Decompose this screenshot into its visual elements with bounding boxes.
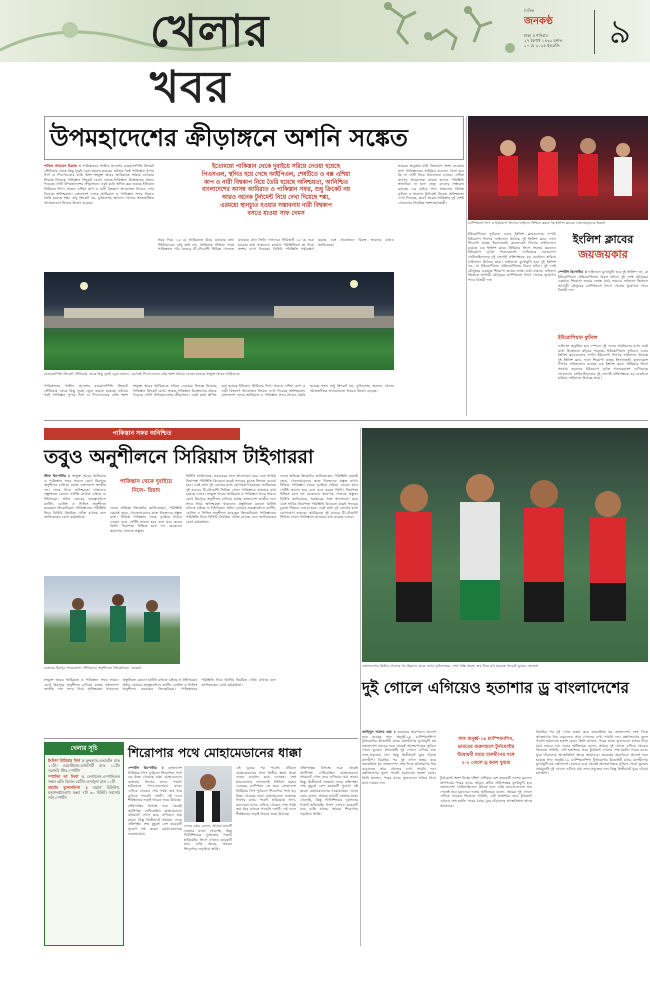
column-rule-1 bbox=[466, 116, 467, 416]
mohammedan-column-1b bbox=[128, 804, 182, 946]
english-club-headline-line2: জয়জয়কার bbox=[578, 248, 628, 261]
english-club-body-more: ইউরোপিয়ান ফুটবলে এবার ইংলিশ ক্লাবগুলোর দাপট। ইউরোপা লিগের ফাইনালে উঠেছে দুই ইংলিশ ক্লাব, ফলে শিরোপা যাচ্ছে ইংল্যান্ডেই। কনফারেন্স লিগের ফাইনালেও রয়েছে এক ইংলিশ ক্লাব। প্রিমিয়ার লিগে সংগ্রাম করলেও ইউরোপে দুর্দান্ত পারফরম্যান্স দেখিয়েছে দলগুলো। সেমিফাইনালের দুই লেগেই প্রতিপক্ষকে বড় ব্যবধানে হারিয়ে ফাইনালে উঠেছে তারা। bbox=[558, 348, 648, 381]
schedule-title: খেলার সূচি bbox=[45, 743, 123, 755]
footballers-celebrating-icon bbox=[362, 428, 648, 662]
footballer-portrait-icon bbox=[184, 766, 232, 822]
lead-body: পাকিস্তানের পাঞ্জাব প্রদেশের রাওয়ালপিন্ডি ক্রিকেট স্টেডিয়াম থেকে কিছু দূরেই ড্রোন হামলা হয়েছে। ঘটনার পরই পাকিস্তান সুপার লিগ বা পিএসএলের বাকি অংশ সংযুক্ত আরব আমিরাতে সরিয়ে নেওয়ার সিদ্ধান্ত নিয়েছে পাকিস্তান ক্রিকেট বোর্ড। ভারত-পাকিস্তান উত্তেজনার প্রভাব পড়েছে গোটা উপমহাদেশের ক্রীড়াঙ্গনে। এরই মধ্যে স্থগিত করা হয়েছে ইন্ডিয়ান প্রিমিয়ার লিগ। সামনে এশিয়া কাপ ও নারী বিশ্বকাপ আয়োজন নিয়েও দেখা দিয়েছে অনিশ্চয়তা। বাংলাদেশ দলের আমিরাত ও পাকিস্তান সফর নিয়েও তৈরি হয়েছে শঙ্কা। শুধু ক্রিকেট নয়, ফুটবলসহ অন্যান্য খেলার আন্তর্জাতিক আসরগুলো নিয়েও উদ্বেগ বাড়ছে। bbox=[44, 164, 154, 205]
mohammedan-headline: শিরোপার পথে মোহামেডানের ধাক্কা bbox=[128, 745, 302, 760]
english-club-headline-line1: ইংলিশ ক্লাবের bbox=[572, 233, 634, 246]
english-club-body-3: ফাইনাল অনুষ্ঠিত হবে স্পেনে। দুই দলের সমর্থকদের মধ্যে এরই মধ্যে উত্তেজনা ছড়িয়ে পড়েছে। bbox=[558, 344, 648, 353]
tigers-body-5: বিসিবি জানিয়েছে, সরকারের সঙ্গে আলোচনা করে এবং সার্বিক নিরাপত্তা পরিস্থিতি বিবেচনা করেই সফরের চূড়ান্ত সিদ্ধান্ত নেওয়া হবে। এরই মধ্যে দুই বোর্ডের মধ্যে যোগাযোগ হয়েছে। আমিরাতে দুই ম্যাচের টি-টোয়েন্টি সিরিজ খেলে পাকিস্তানে যাওয়ার কথা রয়েছে দলের। bbox=[280, 496, 358, 520]
schedule-item-1-detail: ফুলহ্যাম-এভারটন রাত ১১টা। ওয়েস্টহ্যাম-ম্যানসিটি রাত ১১টা। সরাসরি স্টার স্পোর্টস bbox=[48, 758, 120, 773]
lead-deck bbox=[158, 164, 394, 236]
tigers-body-3: বিসিবি জানিয়েছে, সরকারের সঙ্গে আলোচনা করে এবং সার্বিক নিরাপত্তা পরিস্থিতি বিবেচনা করেই সফরের চূড়ান্ত সিদ্ধান্ত নেওয়া হবে। এরই মধ্যে দুই বোর্ডের মধ্যে যোগাযোগ হয়েছে। আমিরাতে দুই ম্যাচের টি-টোয়েন্টি সিরিজ খেলে পাকিস্তানে যাওয়ার কথা রয়েছে দলের। bbox=[186, 474, 276, 497]
mohammedan-body-5: বাংলাদেশ প্রিমিয়ার লিগ ফুটবলে শিরোপার পথে বড় ধাক্কা খেয়েছে ঢাকা মোহামেডান। শুক্রবার লিগের ম্যাচে পয়েন্ট হারিয়েছে সাদা-কালোরা। ম্যাচে এগিয়ে থেকেও শেষ পর্যন্ত জয় ধরে রাখতে পারেনি দলটি। এই ফলে শীর্ষস্থানের লড়াই আরও জমে উঠেছে। bbox=[236, 784, 296, 816]
tigers-quote-line1: পাকিস্তান থেকে দুবাইয়ে bbox=[120, 479, 172, 485]
mohammedan-body-6: প্রতিপক্ষের বিপক্ষে শুরু থেকেই আধিপত্য দেখিয়েছিল মোহামেডান। প্রথমার্ধে গোল করে এগিয়েও যায় তারা। কিন্তু দ্বিতীয়ার্ধে সমতায় ফেরে প্রতিপক্ষ। শেষ মুহূর্তে বেশ কয়েকটি সুযোগ নষ্ট করেন মোহামেডানের ফরোয়ার্ডরা। bbox=[300, 766, 358, 793]
column-rule-2 bbox=[360, 428, 361, 946]
draw-body-2: বিরতির পর দুই গোল হজম করে জয়বঞ্চিত হয় বাংলাদেশ। শেষ দিকে আক্রমণের ধার বাড়ালেও আর গোলের দেখা পায়নি দল। রক্ষণভাগের ভুলে পয়েন্ট হারানোয় হতাশ কোচ। তিনি জানান, পরের ম্যাচে ভুলগুলো শুধরে নিয়ে মাঠে নামবে দল। bbox=[362, 757, 436, 785]
mohammedan-body-7: দলের কোচ বলেন, আমরা ম্যাচটি জেতার মতো খেলেছি, কিন্তু ফিনিশিংয়ের দুর্বলতায় পয়েন্ট হারিয়েছি। লিগে এখনও কয়েকটি ম্যাচ বাকি আছে, আমরা শিরোপার লড়াইয়ে আছি। bbox=[300, 788, 358, 816]
draw-dateline: জাহিদুল আলম জয় ॥ bbox=[362, 730, 396, 734]
tigers-quote bbox=[110, 478, 182, 504]
draw-column-3 bbox=[536, 730, 648, 946]
mohammedan-body-4: এই ড্রয়ের পর পয়েন্ট টেবিলে মোহামেডানের সঙ্গে দ্বিতীয় স্থানে থাকা দলের ব্যবধান কমে এসেছে। শেষ ম্যাচগুলোর ফলাফলই নির্ধারণ করবে এবারের চ্যাম্পিয়ন কে হবে। bbox=[236, 766, 296, 789]
lead-column-3 bbox=[398, 164, 464, 404]
english-club-body: ইউরোপিয়ান ফুটবলে এবার ইংলিশ ক্লাবগুলোর দাপট। ইউরোপা লিগের ফাইনালে উঠেছে দুই ইংলিশ ক্লাব, ফলে শিরোপা যাচ্ছে ইংল্যান্ডেই। কনফারেন্স লিগের ফাইনালেও রয়েছে এক ইংলিশ ক্লাব। প্রিমিয়ার লিগে সংগ্রাম করলেও ইউরোপে দুর্দান্ত পারফরম্যান্স দেখিয়েছে দলগুলো। সেমিফাইনালের দুই লেগেই প্রতিপক্ষকে বড় ব্যবধানে হারিয়ে ফাইনালে উঠেছে তারা। bbox=[468, 232, 556, 264]
tigers-dateline: স্টাফ রিপোর্টার ॥ bbox=[44, 474, 70, 478]
issue-date-line1: ঢাকা ॥ শনিবার bbox=[524, 33, 548, 38]
deck-line-5: আরও অনেক টুর্নামেন্ট নিয়ে দেখা দিয়েছে শঙ্কা, bbox=[221, 195, 331, 202]
tigers-body: সংযুক্ত আরব আমিরাত ও পাকিস্তান সফর সামনে রেখে মিরপুরে অনুশীলন চালিয়ে যাচ্ছে বাংলাদেশ জাতীয় দল। সফর নিয়ে অনিশ্চয়তা থাকলেও প্রস্তুতিতে কোনো ঘাটতি রাখতে চাইছে না টাইগাররা। প্রধান কোচের তত্ত্বাবধানে ব্যাটিং, বোলিং ও ফিল্ডিং অনুশীলন করেছেন ক্রিকেটাররা। পাকিস্তানের পরিস্থিতি নিয়ে বিসিবি নিয়মিত খোঁজ রাখছে বলে জানিয়েছেন বোর্ড কর্মকর্তারা। bbox=[44, 474, 106, 520]
lead-body-2: সময় দিয়ে ১৬ মে আমিরাতে উড়ে যাওয়ার কথা টাইগারদের। শুধু তাই নয়, আমিরাত সিরিজ শেষে পাকিস্তানে পাঁচ ম্যাচের টি-টোয়েন্টি সিরিজ খেলতে যাওয়ার কথা লিটন দাসদের। সিরিজটি ২৫ মে শুরু হওয়ার কথা থাকলেও চলমান পরিস্থিতিতে তা নিয়ে সংশয় দেখা দিয়েছে। বিসিবি পরিস্থিতি পর্যবেক্ষণ করছে এবং প্রয়োজনে বিকল্প ভাবনার কথাও জানিয়েছে। bbox=[158, 238, 394, 252]
issue-date-line2: ২৭ বৈশাখ ১৪৩২ বঙ্গাব্দ bbox=[524, 38, 563, 43]
english-club-column-2 bbox=[558, 270, 648, 332]
tigers-photo bbox=[44, 576, 180, 664]
lead-byline: শাকিল আহমেদ মিরাজ ॥ bbox=[44, 164, 81, 168]
mohammedan-column-2 bbox=[184, 824, 232, 946]
draw-inset-line4: ২-২ গোলে ড্র করল যুবারা bbox=[461, 761, 511, 766]
paper-logo-name: জনকণ্ঠ bbox=[524, 16, 553, 27]
football-photo-caption: বাংলাদেশের দ্বিতীয় গোলের পর উল্লাসে মেতে ওঠেন ফুটবলাররা, শেষ পর্যন্ত অবশ্য জয় নিয়ে মাঠ ছাড়তে পারেনি যুবারা -জনকণ্ঠ bbox=[362, 664, 539, 668]
schedule-item-2: স্প্যানিশ লা লিগা ॥ bbox=[48, 774, 84, 779]
lead-continued bbox=[44, 384, 394, 418]
english-club-column-3 bbox=[558, 344, 648, 408]
lead-body-3: ভারতে অনুষ্ঠেয় নারী বিশ্বকাপে অংশ নেওয়ার কথা পাকিস্তানের। হাইব্রিড মডেলে খেলা হবে কি না সেটি নিয়ে আলোচনা চলছে। এশিয়া কাপের আয়োজক ভারত হলেও পরিস্থিতি স্বাভাবিক না হলে ভেন্যু বদলের সম্ভাবনা রয়েছে। এর বাইরে সাফ অঞ্চলের বিভিন্ন ফুটবল ও অন্যান্য টুর্নামেন্ট নিয়েও অনিশ্চয়তা দেখা দিয়েছে, কারণ ভারত-পাকিস্তান দুই দেশই সেগুলোর নিয়মিত অংশগ্রহণকারী। bbox=[398, 164, 464, 205]
schedule-item-1: ইংলিশ প্রিমিয়ার লিগ ॥ bbox=[48, 758, 85, 763]
schedule-item-3-detail: বায়ার্ন মিউনিখ-মনশেনগ্লাডবাখ সন্ধ্যা ৭টা ৩০ মিনিট। সরাসরি সনি স্পোর্টস bbox=[48, 785, 120, 800]
mohammedan-body-2: প্রতিপক্ষের বিপক্ষে শুরু থেকেই আধিপত্য দেখিয়েছিল মোহামেডান। প্রথমার্ধে গোল করে এগিয়েও যায় তারা। কিন্তু দ্বিতীয়ার্ধে সমতায় ফেরে প্রতিপক্ষ। শেষ মুহূর্তে বেশ কয়েকটি সুযোগ নষ্ট করেন মোহামেডানের ফরোয়ার্ডরা। bbox=[128, 804, 182, 836]
draw-column-1 bbox=[362, 730, 436, 946]
players-celebrating-icon bbox=[468, 116, 648, 220]
draw-body-7: ভারতের অরুণাচল প্রদেশে শুরু হয়েছে সাফ অনূর্ধ্ব-১৯ চ্যাম্পিয়নশিপ। টুর্নামেন্টের উদ্বোধনী ম্যাচে মালদ্বীপের মুখোমুখি হয় বাংলাদেশ। ম্যাচের শুরু থেকেই আক্রমণাত্মক ফুটবল খেলে যুবারা। প্রথমার্ধেই দুই গোলে এগিয়ে যায় লাল-সবুজের দল। কিন্তু দ্বিতীয়ার্ধে ঘুরে দাঁড়ায় মালদ্বীপ। bbox=[536, 752, 648, 776]
tigers-column-2 bbox=[110, 506, 182, 574]
lead-body-continued: পাকিস্তানের পাঞ্জাব প্রদেশের রাওয়ালপিন্ডি ক্রিকেট স্টেডিয়াম থেকে কিছু দূরেই ড্রোন হামলা হয়েছে। ঘটনার পরই পাকিস্তান সুপার লিগ বা পিএসএলের বাকি অংশ সংযুক্ত আরব আমিরাতে সরিয়ে নেওয়ার সিদ্ধান্ত নিয়েছে পাকিস্তান ক্রিকেট বোর্ড। ভারত-পাকিস্তান উত্তেজনার প্রভাব পড়েছে গোটা উপমহাদেশের ক্রীড়াঙ্গনে। এরই মধ্যে স্থগিত করা হয়েছে ইন্ডিয়ান প্রিমিয়ার লিগ। সামনে এশিয়া কাপ ও নারী বিশ্বকাপ আয়োজন নিয়েও দেখা দিয়েছে অনিশ্চয়তা। বাংলাদেশ দলের আমিরাত ও পাকিস্তান সফর নিয়েও তৈরি হয়েছে শঙ্কা। শুধু ক্রিকেট নয়, ফুটবলসহ অন্যান্য খেলার আন্তর্জাতিক আসরগুলো নিয়েও উদ্বেগ বাড়ছে। bbox=[44, 384, 394, 398]
mohammedan-player-photo bbox=[184, 766, 232, 822]
english-club-subhead: ইউরোপিয়ান ফুটবল bbox=[558, 335, 598, 341]
tigers-column-3 bbox=[186, 474, 276, 664]
tigers-photo-caption: শুক্রবার মিরপুর শেরেবাংলা স্টেডিয়ামে অনুশীলনে ক্রিকেটাররা -জনকণ্ঠ bbox=[44, 666, 142, 670]
stadium-lights-icon bbox=[44, 272, 394, 370]
deck-line-1: ইতোমধ্যে পাকিস্তান থেকে দুবাইয়ে সরিয়ে নেওয়া হয়েছে bbox=[211, 164, 341, 170]
draw-inset-line3: উদ্বোধনী ম্যাচে মালদ্বীপের সঙ্গে bbox=[457, 753, 515, 758]
deck-line-6: এরমধ্যে স্থানচ্যুত হওয়ার সম্ভাবনায় নারী বিশ্বকাপ bbox=[220, 202, 332, 209]
tigers-column-4 bbox=[280, 474, 358, 730]
lead-headline: উপমহাদেশের ক্রীড়াঙ্গনে অশনি সঙ্কেত bbox=[50, 124, 408, 152]
schedule-item-3: জার্মান বুন্দেসলিগা ॥ bbox=[48, 785, 88, 790]
page-divider bbox=[594, 10, 595, 54]
english-club-body-continued: ফাইনালে মুখোমুখি হবে দুই ইংলিশ দল, যা ইউরোপিয়ান প্রতিযোগিতায় বিরল ঘটনা। দুই দলই মৌসুমের একমাত্র শিরোপা জয়ের লক্ষ্যে মাঠে নামবে। ফাইনাল জিতলে আগামী মৌসুমের চ্যাম্পিয়নস লিগে খেলার সুযোগও পাবে বিজয়ী দল। bbox=[558, 270, 648, 293]
english-club-column-1 bbox=[468, 232, 556, 408]
deck-line-7: বসতে যাওয়া সাফ গেমস bbox=[247, 210, 305, 217]
english-club-headline bbox=[558, 232, 648, 268]
cricketers-training-icon bbox=[44, 576, 180, 664]
tigers-column-bottom bbox=[44, 678, 276, 734]
mohammedan-column-3 bbox=[236, 766, 296, 946]
tigers-body-bottom: সংযুক্ত আরব আমিরাত ও পাকিস্তান সফর সামনে রেখে মিরপুরে অনুশীলন চালিয়ে যাচ্ছে বাংলাদেশ জাতীয় দল। সফর নিয়ে অনিশ্চয়তা থাকলেও প্রস্তুতিতে কোনো ঘাটতি রাখতে চাইছে না টাইগাররা। প্রধান কোচের তত্ত্বাবধানে ব্যাটিং, বোলিং ও ফিল্ডিং অনুশীলন করেছেন ক্রিকেটাররা। পাকিস্তানের পরিস্থিতি নিয়ে বিসিবি নিয়মিত খোঁজ রাখছে বলে জানিয়েছেন বোর্ড কর্মকর্তারা। bbox=[44, 678, 276, 692]
tigers-quote-line2: নিলে- রিয়াদ bbox=[131, 488, 161, 494]
draw-body-5: বিরতির পর দুই গোল হজম করে জয়বঞ্চিত হয় বাংলাদেশ। শেষ দিকে আক্রমণের ধার বাড়ালেও আর গোলের দেখা পায়নি দল। রক্ষণভাগের ভুলে পয়েন্ট হারানোয় হতাশ কোচ। তিনি জানান, পরের ম্যাচে ভুলগুলো শুধরে নিয়ে মাঠে নামবে দল। bbox=[536, 730, 648, 748]
stadium-photo bbox=[44, 272, 394, 370]
tigers-body-2: দলের অভিজ্ঞ ক্রিকেটার জানিয়েছেন, পরিস্থিতি যেমনই হোক, খেলোয়াড়দের কাজ নিজেদের প্রস্তুত রাখা। সিরিজ পাকিস্তান থেকে দুবাইয়ে সরিয়ে নেওয়া হলে সেটিই ভালো হবে বলে মনে করেন তিনি। নিরাপত্তা নিশ্চিত হলে দল যেকোনো জায়গায় খেলতে প্রস্তুত। bbox=[110, 506, 182, 533]
mohammedan-body: বাংলাদেশ প্রিমিয়ার লিগ ফুটবলে শিরোপার পথে বড় ধাক্কা খেয়েছে ঢাকা মোহামেডান। শুক্রবার লিগের ম্যাচে পয়েন্ট হারিয়েছে সাদা-কালোরা। ম্যাচে এগিয়ে থেকেও শেষ পর্যন্ত জয় ধরে রাখতে পারেনি দলটি। এই ফলে শীর্ষস্থানের লড়াই আরও জমে উঠেছে। bbox=[128, 766, 182, 802]
section-divider bbox=[44, 420, 648, 421]
issue-date-line3: ১০ মে ২০২৫ ইংরেজি bbox=[524, 43, 560, 48]
deck-line-2: পিএসএল, স্থগিত হয়ে গেছে আইপিএল, শেষটিতে ও বক্স এশিয়া bbox=[201, 171, 351, 178]
section-title: খেলার খবর bbox=[150, 6, 270, 113]
tigers-body-4: দলের অভিজ্ঞ ক্রিকেটার জানিয়েছেন, পরিস্থিতি যেমনই হোক, খেলোয়াড়দের কাজ নিজেদের প্রস্তুত রাখা। সিরিজ পাকিস্তান থেকে দুবাইয়ে সরিয়ে নেওয়া হলে সেটিই ভালো হবে বলে মনে করেন তিনি। নিরাপত্তা নিশ্চিত হলে দল যেকোনো জায়গায় খেলতে প্রস্তুত। bbox=[280, 474, 358, 497]
draw-body: ভারতের অরুণাচল প্রদেশে শুরু হয়েছে সাফ অনূর্ধ্ব-১৯ চ্যাম্পিয়নশিপ। টুর্নামেন্টের উদ্বোধনী ম্যাচে মালদ্বীপের মুখোমুখি হয় বাংলাদেশ। ম্যাচের শুরু থেকেই আক্রমণাত্মক ফুটবল খেলে যুবারা। প্রথমার্ধেই দুই গোলে এগিয়ে যায় লাল-সবুজের দল। কিন্তু দ্বিতীয়ার্ধে ঘুরে দাঁড়ায় মালদ্বীপ। bbox=[362, 730, 436, 762]
mohammedan-column-1 bbox=[128, 766, 182, 802]
schedule-item-2-detail: লেগানেস-এস্পানিওল সন্ধ্যা ৬টা। রিয়াল বেটিস-ওসাসুনা রাত ১০টা bbox=[48, 774, 120, 784]
mohammedan-body-3: দলের কোচ বলেন, আমরা ম্যাচটি জেতার মতো খেলেছি, কিন্তু ফিনিশিংয়ের দুর্বলতায় পয়েন্ট হারিয়েছি। লিগে এখনও কয়েকটি ম্যাচ বাকি আছে, আমরা শিরোপার লড়াইয়ে আছি। bbox=[184, 824, 232, 851]
masthead-band bbox=[0, 0, 650, 113]
page-number: ৯ bbox=[608, 12, 632, 52]
paper-logo bbox=[524, 10, 584, 28]
draw-body-4: দলের অধিনায়ক বলেন, আমরা দুই গোলে এগিয়ে থেকেও জিততে পারিনি, এটা হতাশার। তবে টুর্নামেন্ট এখনও শেষ হয়নি। পরের ম্যাচে ঘুরে দাঁড়ানোর আত্মবিশ্বাস আছে আমাদের। bbox=[440, 789, 532, 808]
draw-inset-line2: ভারতের অরুণাচলে টুর্নামেন্টের bbox=[457, 745, 515, 750]
draw-body-3: টুর্নামেন্টে অংশ নিচ্ছে দক্ষিণ এশিয়ার বেশ কয়েকটি দেশের যুবদল। গ্রুপপর্বের পরের ম্যাচে আরও কঠিন প্রতিপক্ষের মুখোমুখি হবে বাংলাদেশ। সেমিফাইনালে উঠতে হলে বাকি ম্যাচগুলোতে জয় পেতেই হবে যুবাদের। bbox=[440, 776, 532, 794]
english-club-caption: চ্যাম্পিয়নস লিগ ও ইউরোপা লিগের ফাইনাল নিশ্চিত করার পর ইংলিশ ক্লাবের খেলোয়াড়দের উল্লাস bbox=[468, 221, 606, 225]
tigers-body-more: সংযুক্ত আরব আমিরাত ও পাকিস্তান সফর সামনে রেখে মিরপুরে অনুশীলন চালিয়ে যাচ্ছে বাংলাদেশ জাতীয় দল। সফর নিয়ে অনিশ্চয়তা থাকলেও প্রস্তুতিতে কোনো ঘাটতি রাখতে চাইছে না টাইগাররা। প্রধান কোচের তত্ত্বাবধানে ব্যাটিং, বোলিং ও ফিল্ডিং অনুশীলন করেছেন ক্রিকেটাররা। পাকিস্তানের পরিস্থিতি নিয়ে বিসিবি নিয়মিত খোঁজ রাখছে বলে জানিয়েছেন বোর্ড কর্মকর্তারা। bbox=[186, 492, 276, 524]
tigers-kicker-text: পাকিস্তান সফর অনিশ্চিত bbox=[112, 430, 172, 437]
schedule-box bbox=[44, 742, 124, 946]
stadium-photo-caption: রাওয়ালপিন্ডি ক্রিকেট স্টেডিয়াম থেকে কিছু দূরেই ড্রোন হামলা, এরপরই পিএসএলের বাকি অংশ সরিয়ে নেওয়া হয়েছে সংযুক্ত আরব আমিরাতে bbox=[44, 372, 240, 376]
draw-column-2 bbox=[440, 776, 532, 946]
lead-column-2 bbox=[158, 238, 394, 270]
schedule-list bbox=[45, 755, 123, 804]
draw-headline: দুই গোলে এগিয়েও হতাশার ড্র বাংলাদেশের bbox=[362, 679, 630, 697]
tigers-headline: তবুও অনুশীলনে সিরিয়াস টাইগাররা bbox=[44, 446, 314, 468]
tigers-kicker bbox=[44, 428, 240, 440]
football-photo bbox=[362, 428, 648, 662]
draw-inset-line1: সাফ অনূর্ধ্ব-১৯ চ্যাম্পিয়নশিপ, bbox=[458, 737, 514, 742]
tigers-column-1 bbox=[44, 474, 106, 574]
draw-body-6: দলের অধিনায়ক বলেন, আমরা দুই গোলে এগিয়ে থেকেও জিততে পারিনি, এটা হতাশার। তবে টুর্নামেন্ট এখনও শেষ হয়নি। পরের ম্যাচে ঘুরে দাঁড়ানোর আত্মবিশ্বাস আছে আমাদের। bbox=[536, 743, 648, 757]
bottom-divider bbox=[44, 738, 358, 739]
lead-column-1 bbox=[44, 164, 154, 270]
english-club-photo bbox=[468, 116, 648, 220]
deck-line-4: বাংলাদেশের আসন্ন আমিরাত ও পাকিস্তান সফর, শুধু ক্রিকেট নয় bbox=[201, 187, 351, 194]
issue-date bbox=[524, 33, 588, 48]
mohammedan-column-4 bbox=[300, 766, 358, 946]
paper-logo-small: দৈনিক bbox=[524, 8, 535, 13]
draw-inset bbox=[440, 736, 532, 772]
deck-line-3: কাপ ও নারী বিশ্বকাপ নিয়ে তৈরি হয়েছে অনিশ্চয়তা, আনিশ্চিত bbox=[204, 179, 348, 186]
mohammedan-dateline: স্পোর্টস রিপোর্টার ॥ bbox=[128, 766, 164, 770]
english-club-dateline: স্পোর্টস রিপোর্টার ॥ bbox=[558, 270, 587, 274]
english-club-body-2: ফাইনালে মুখোমুখি হবে দুই ইংলিশ দল, যা ইউরোপিয়ান প্রতিযোগিতায় বিরল ঘটনা। দুই দলই মৌসুমের একমাত্র শিরোপা জয়ের লক্ষ্যে মাঠে নামবে। ফাইনাল জিতলে আগামী মৌসুমের চ্যাম্পিয়নস লিগে খেলার সুযোগও পাবে বিজয়ী দল। bbox=[468, 259, 556, 282]
